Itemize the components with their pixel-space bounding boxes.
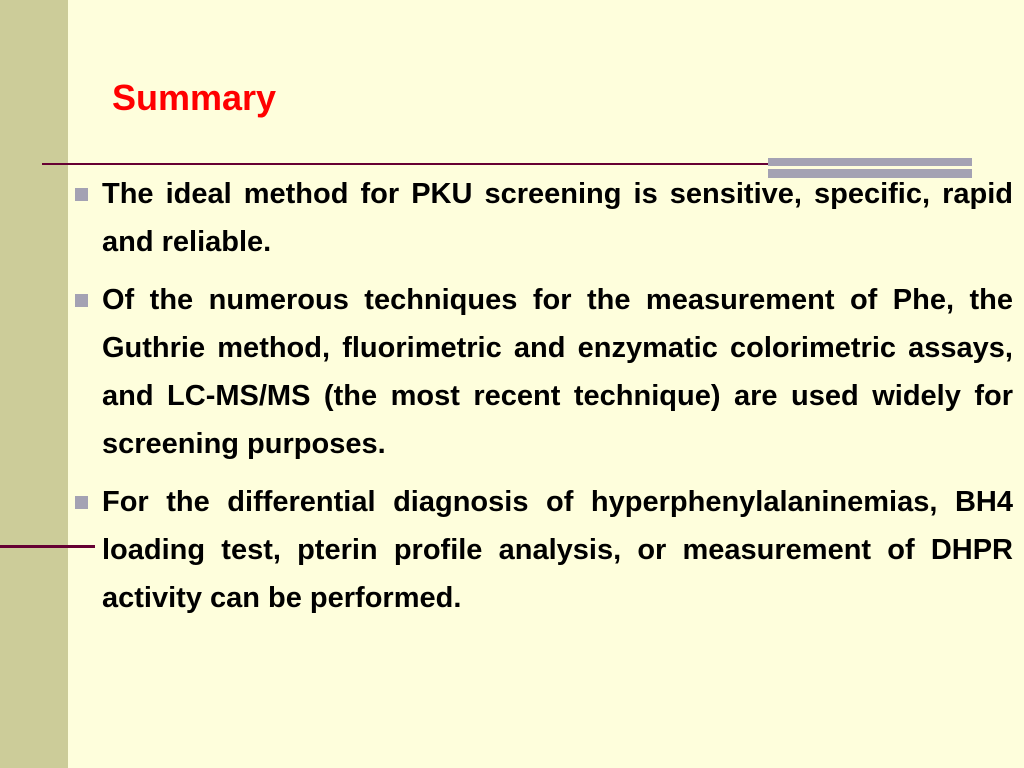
bullet-item-differential-diagnosis <box>75 478 1013 622</box>
slide-title: Summary <box>112 77 277 118</box>
bullet-text: For the differential diagnosis of hyperphenylalaninemias, BH4 loading test, pterin profile analysis, or measurement of DHPR activity can be performed. <box>102 486 1013 614</box>
left-decorative-band <box>0 0 68 768</box>
square-bullet-icon <box>75 496 88 509</box>
square-bullet-icon <box>75 188 88 201</box>
bullet-text: Of the numerous techniques for the measurement of Phe, the Guthrie method, fluorimetric and enzymatic colorimetric assays, and LC-MS/MS (the most recent technique) are used widely for screening purposes. <box>102 284 1013 460</box>
accent-bar-stripe <box>768 166 972 169</box>
bullet-text: The ideal method for PKU screening is sensitive, specific, rapid and reliable. <box>102 178 1013 258</box>
bullet-list <box>75 170 1013 632</box>
bullet-item-techniques <box>75 276 1013 468</box>
square-bullet-icon <box>75 294 88 307</box>
bullet-item-ideal-method <box>75 170 1013 266</box>
